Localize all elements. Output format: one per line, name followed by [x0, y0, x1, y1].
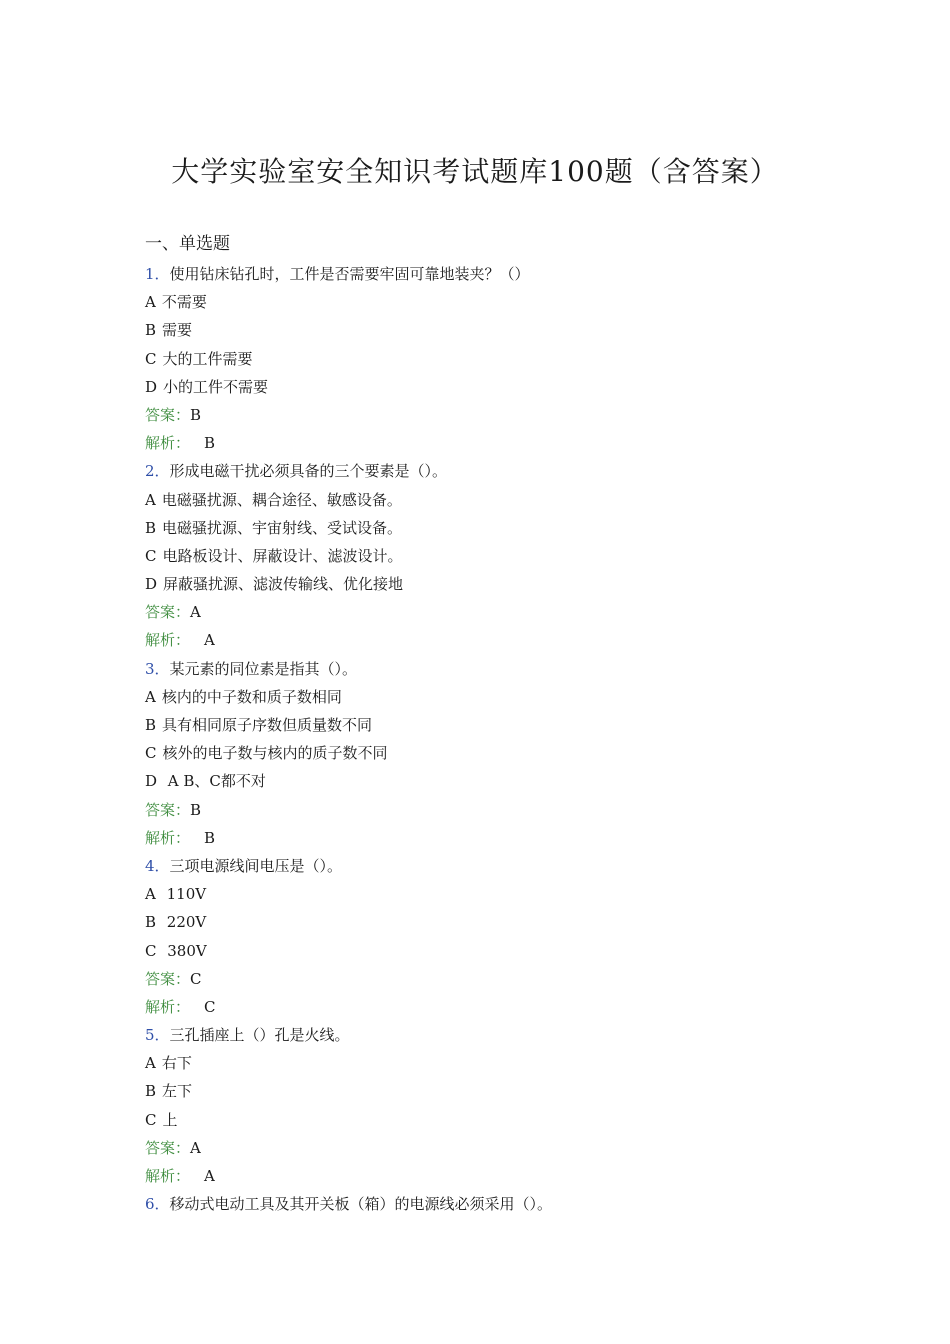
question-stem: [145, 457, 865, 485]
answer-line: [145, 965, 865, 993]
question-text: 移动式电动工具及其开关板（箱）的电源线必须采用（）。: [169, 1195, 553, 1214]
option-letter: B: [145, 716, 157, 734]
answer-value: A: [190, 603, 201, 622]
answer-label: 答案：: [145, 800, 191, 819]
option-line: [145, 570, 865, 598]
question-number: 1．: [145, 265, 170, 283]
option-letter: C: [145, 546, 157, 565]
question-1: [145, 260, 865, 457]
answer-value: A: [190, 1138, 201, 1157]
analysis-line: [145, 1162, 865, 1190]
question-stem: [145, 260, 865, 288]
question-5: [145, 1021, 865, 1190]
option-letter: B: [145, 913, 157, 932]
option-line: [145, 1077, 865, 1105]
question-text: 三孔插座上（）孔是火线。: [169, 1026, 350, 1045]
option-letter: C: [145, 941, 157, 960]
analysis-value: A: [204, 631, 215, 650]
option-line: [145, 514, 865, 542]
option-letter: D: [145, 377, 158, 396]
option-line: [145, 711, 865, 739]
question-stem: [145, 655, 865, 683]
option-text: 需要: [162, 321, 193, 340]
section-title: 一、单选题: [145, 234, 230, 254]
option-letter: C: [145, 744, 157, 763]
option-text: 110V: [161, 885, 207, 904]
option-letter: B: [145, 1082, 157, 1101]
answer-label: 答案：: [145, 1138, 191, 1157]
question-4: [145, 852, 865, 1021]
option-text: A B、C都不对: [163, 772, 266, 791]
option-line: [145, 739, 865, 767]
option-letter: A: [145, 490, 156, 509]
question-stem: [145, 852, 865, 880]
analysis-label: 解析：: [145, 434, 191, 453]
analysis-line: [145, 429, 865, 457]
answer-value: B: [190, 800, 202, 819]
analysis-value: B: [204, 828, 216, 847]
option-text: 屏蔽骚扰源、滤波传输线、优化接地: [163, 575, 404, 594]
option-text: 核内的中子数和质子数相同: [161, 687, 342, 706]
question-text: 某元素的同位素是指其（）。: [169, 659, 358, 678]
analysis-label: 解析：: [145, 631, 191, 650]
option-letter: B: [145, 518, 157, 537]
option-letter: D: [145, 575, 158, 594]
option-line: [145, 1106, 865, 1134]
option-line: [145, 937, 865, 965]
question-text: 使用钻床钻孔时，工件是否需要牢固可靠地装夹？（）: [169, 265, 530, 283]
answer-line: [145, 1134, 865, 1162]
option-line: [145, 373, 865, 401]
option-letter: A: [145, 1054, 156, 1073]
option-line: [145, 908, 865, 936]
answer-label: 答案：: [145, 969, 191, 988]
option-text: 大的工件需要: [162, 349, 253, 368]
answer-label: 答案：: [145, 405, 191, 424]
analysis-line: [145, 993, 865, 1021]
option-text: 电路板设计、屏蔽设计、滤波设计。: [162, 546, 403, 565]
option-line: [145, 880, 865, 908]
option-text: 左下: [162, 1082, 193, 1101]
option-line: [145, 288, 865, 316]
analysis-value: B: [204, 434, 216, 453]
option-letter: A: [145, 885, 156, 904]
option-letter: C: [145, 349, 157, 368]
option-text: 小的工件不需要: [163, 377, 269, 396]
question-3: [145, 655, 865, 852]
answer-line: [145, 796, 865, 824]
question-number: 6．: [145, 1195, 170, 1214]
question-number: 5．: [145, 1026, 170, 1045]
analysis-value: A: [204, 1167, 215, 1185]
option-text: 核外的电子数与核内的质子数不同: [162, 744, 388, 763]
analysis-line: [145, 824, 865, 852]
option-text: 上: [162, 1110, 178, 1129]
document-title: 大学实验室安全知识考试题库100题（含答案）: [171, 155, 779, 188]
option-line: [145, 486, 865, 514]
answer-value: C: [190, 969, 202, 988]
answer-line: [145, 598, 865, 626]
option-text: 220V: [162, 913, 207, 932]
option-line: [145, 1049, 865, 1077]
option-letter: A: [145, 687, 156, 706]
option-text: 不需要: [161, 293, 207, 312]
option-letter: A: [145, 293, 156, 312]
question-2: [145, 457, 865, 654]
option-line: [145, 542, 865, 570]
document-content: [145, 232, 865, 1218]
analysis-value: C: [204, 997, 216, 1016]
answer-value: B: [190, 405, 202, 424]
answer-label: 答案：: [145, 603, 191, 622]
question-stem: [145, 1190, 865, 1218]
option-text: 电磁骚扰源、宇宙射线、受试设备。: [162, 518, 403, 537]
option-letter: B: [145, 321, 157, 340]
question-text: 形成电磁干扰必须具备的三个要素是（）。: [169, 462, 448, 481]
option-line: [145, 316, 865, 344]
analysis-label: 解析：: [145, 1167, 191, 1185]
option-line: [145, 767, 865, 795]
analysis-line: [145, 626, 865, 654]
option-text: 380V: [162, 941, 207, 960]
question-text: 三项电源线间电压是（）。: [169, 856, 343, 875]
option-letter: C: [145, 1110, 157, 1129]
analysis-label: 解析：: [145, 828, 191, 847]
question-6: [145, 1190, 865, 1218]
question-number: 3．: [145, 659, 170, 678]
analysis-label: 解析：: [145, 997, 191, 1016]
option-text: 右下: [161, 1054, 192, 1073]
option-line: [145, 345, 865, 373]
option-text: 电磁骚扰源、耦合途径、敏感设备。: [161, 490, 402, 509]
question-number: 2．: [145, 462, 170, 481]
question-number: 4．: [145, 856, 170, 875]
option-letter: D: [145, 772, 158, 791]
question-stem: [145, 1021, 865, 1049]
answer-line: [145, 401, 865, 429]
option-text: 具有相同原子序数但质量数不同: [162, 716, 373, 734]
option-line: [145, 683, 865, 711]
